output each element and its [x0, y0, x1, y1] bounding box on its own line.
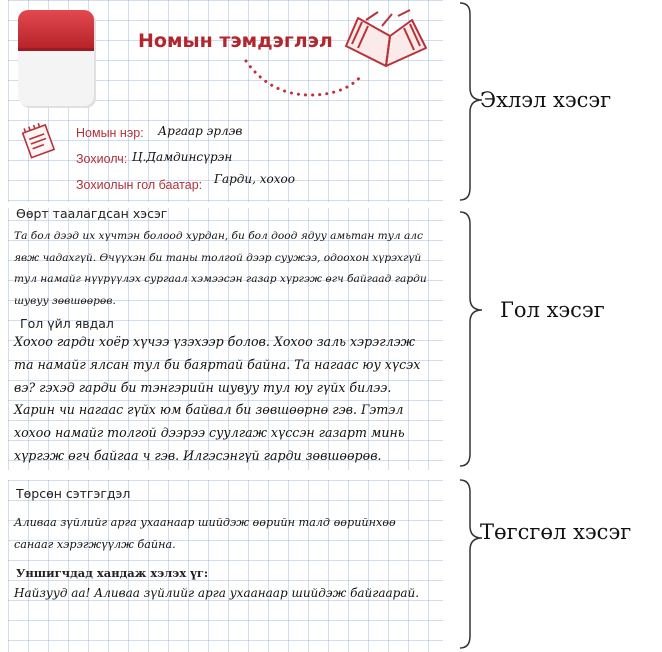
section-heading-readers: Уншигчдад хандаж хэлэх үг:	[16, 566, 209, 580]
book-name-value: Аргаар эрлэв	[158, 124, 243, 138]
label-intro: Эхлэл хэсэг	[480, 88, 612, 112]
notepad-icon	[18, 120, 60, 160]
section-text-main-events: Хохоо гарди хоёр хүчээ үзэхээр болов. Хохоо заль хэрэглэж та намайг ялсан тул би баяртай байна. Та нагаас юу хүсэх вэ? гэхэд гарди би тэнгэрийн шувуу тул юу гүйх билээ. Харин чи нагаас гүйх юм байвал би зөвшөөрнө гэв. Гэтэл хохоо намайг толгой дээрээ суулгаж хүссэн газарт минь хүргэж өгч байгаа ч гэв. Илгэсэнгүй гарди зөвшөөрөв.	[14, 334, 421, 463]
open-book-icon	[338, 8, 433, 78]
section-heading-main-events: Гол үйл явдал	[20, 316, 114, 331]
author-label: Зохиолч:	[76, 152, 128, 166]
calendar-icon	[12, 4, 102, 114]
section-text-favorite: Та бол дээд их хүчтэн болоод хурдан, би бол доод ядуу амьтан тул алс явж чадахгүй. Өчүүхэн би таны толгой дээр суужээ, одоохон хүрэхгүй тул намайг нүүрүүлэх сургаал хэмээсэн газар хүргэж өгч байгаад гарди шувуу зөвшөөрөв.	[14, 230, 427, 307]
label-conclusion: Төгсгөл хэсэг	[480, 520, 632, 544]
hero-value: Гарди, хохоо	[214, 172, 295, 186]
section-heading-impression: Төрсөн сэтгэгдэл	[16, 486, 131, 501]
hero-label: Зохиолын гол баатар:	[76, 178, 203, 192]
main-brace	[460, 212, 482, 466]
section-text-impression: Аливаа зүйлийг арга ухаанаар шийдэж өөрийн талд өөрийнхөө санааг хэрэгжүүлж байна.	[14, 516, 396, 551]
label-main: Гол хэсэг	[500, 298, 605, 322]
book-name-label: Номын нэр:	[76, 126, 144, 140]
author-value: Ц.Дамдинсүрэн	[132, 150, 233, 164]
divider	[8, 470, 443, 480]
section-text-readers: Найзууд аа! Аливаа зүйлийг арга ухаанаар шийдэж байгаарай.	[14, 586, 420, 600]
conclusion-brace	[460, 480, 482, 648]
intro-brace	[460, 3, 482, 200]
page-title: Номын тэмдэглэл	[138, 30, 333, 52]
section-heading-favorite: Өөрт таалагдсан хэсэг	[16, 206, 168, 221]
